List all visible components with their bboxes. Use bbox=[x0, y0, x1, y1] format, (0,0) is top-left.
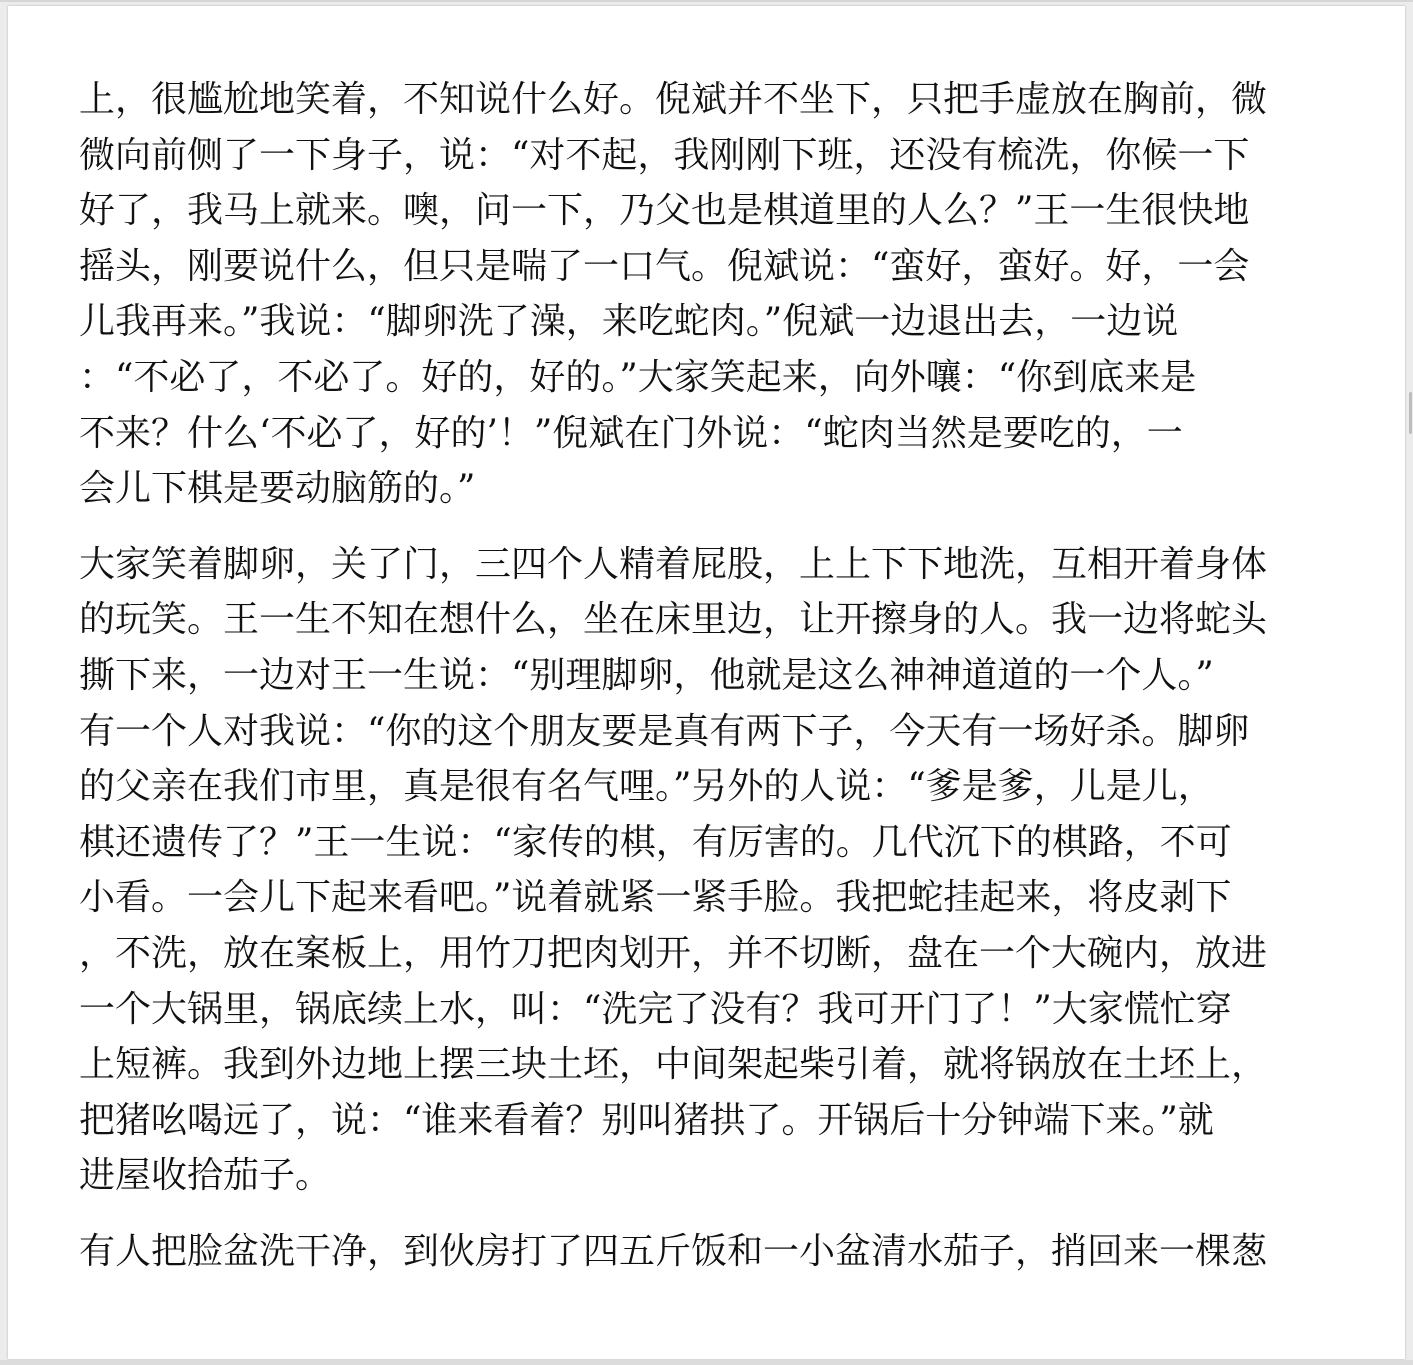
document-page bbox=[8, 6, 1405, 1359]
text-line: 一个大锅里，锅底续上水，叫：“洗完了没有？我可开门了！”大家慌忙穿 bbox=[79, 988, 1232, 1030]
text-line: ：“不必了，不必了。好的，好的。”大家笑起来，向外嚷：“你到底来是 bbox=[79, 356, 1197, 398]
paragraph-1 bbox=[79, 72, 1339, 517]
window-bottom-border bbox=[0, 1360, 1413, 1365]
text-line: 上，很尴尬地笑着，不知说什么好。倪斌并不坐下，只把手虚放在胸前，微 bbox=[79, 79, 1268, 120]
document-body bbox=[79, 72, 1339, 1279]
text-line: 儿我再来。”我说：“脚卵洗了澡，来吃蛇肉。”倪斌一边退出去，一边说 bbox=[79, 301, 1179, 343]
text-line: 的玩笑。王一生不知在想什么，坐在床里边，让开擦身的人。我一边将蛇头 bbox=[79, 599, 1268, 641]
paragraph-2 bbox=[79, 537, 1339, 1204]
scrollbar-thumb[interactable] bbox=[1409, 392, 1412, 434]
text-line: 大家笑着脚卵，关了门，三四个人精着屁股，上上下下地洗，互相开着身体 bbox=[79, 543, 1268, 585]
text-line: 摇头，刚要说什么，但只是喘了一口气。倪斌说：“蛮好，蛮好。好，一会 bbox=[79, 245, 1250, 287]
paragraph-3 bbox=[79, 1224, 1339, 1280]
text-line: 进屋收拾茄子。 bbox=[79, 1155, 332, 1197]
text-line: 把猪吆喝远了，说：“谁来看着？别叫猪拱了。开锅后十分钟端下来。”就 bbox=[79, 1099, 1214, 1141]
text-line: 上短裤。我到外边地上摆三块土坯，中间架起柴引着，就将锅放在土坯上， bbox=[79, 1044, 1268, 1086]
text-line: 微向前侧了一下身子，说：“对不起，我刚刚下班，还没有梳洗，你候一下 bbox=[79, 134, 1250, 176]
text-line: ，不洗，放在案板上，用竹刀把肉划开，并不切断，盘在一个大碗内，放进 bbox=[79, 932, 1268, 974]
text-line: 有人把脸盆洗干净，到伙房打了四五斤饭和一小盆清水茄子，捎回来一棵葱 bbox=[79, 1230, 1268, 1272]
paragraph-spacing bbox=[79, 1204, 1339, 1224]
text-line: 的父亲在我们市里，真是很有名气哩。”另外的人说：“爹是爹，儿是儿， bbox=[79, 766, 1214, 808]
text-line: 会儿下棋是要动脑筋的。” bbox=[79, 468, 476, 510]
text-line: 不来？什么‘不必了，好的’！”倪斌在门外说：“蛇肉当然是要吃的，一 bbox=[79, 412, 1183, 454]
paragraph-spacing bbox=[79, 517, 1339, 537]
text-line: 有一个人对我说：“你的这个朋友要是真有两下子，今天有一场好杀。脚卵 bbox=[79, 710, 1250, 752]
text-line: 棋还遗传了？”王一生说：“家传的棋，有厉害的。几代沉下的棋路，不可 bbox=[79, 821, 1232, 863]
text-line: 撕下来，一边对王一生说：“别理脚卵，他就是这么神神道道的一个人。” bbox=[79, 654, 1214, 696]
text-line: 小看。一会儿下起来看吧。”说着就紧一紧手脸。我把蛇挂起来，将皮剥下 bbox=[79, 877, 1232, 919]
window-top-border bbox=[0, 0, 1413, 2]
text-line: 好了，我马上就来。噢，问一下，乃父也是棋道里的人么？”王一生很快地 bbox=[79, 190, 1250, 232]
